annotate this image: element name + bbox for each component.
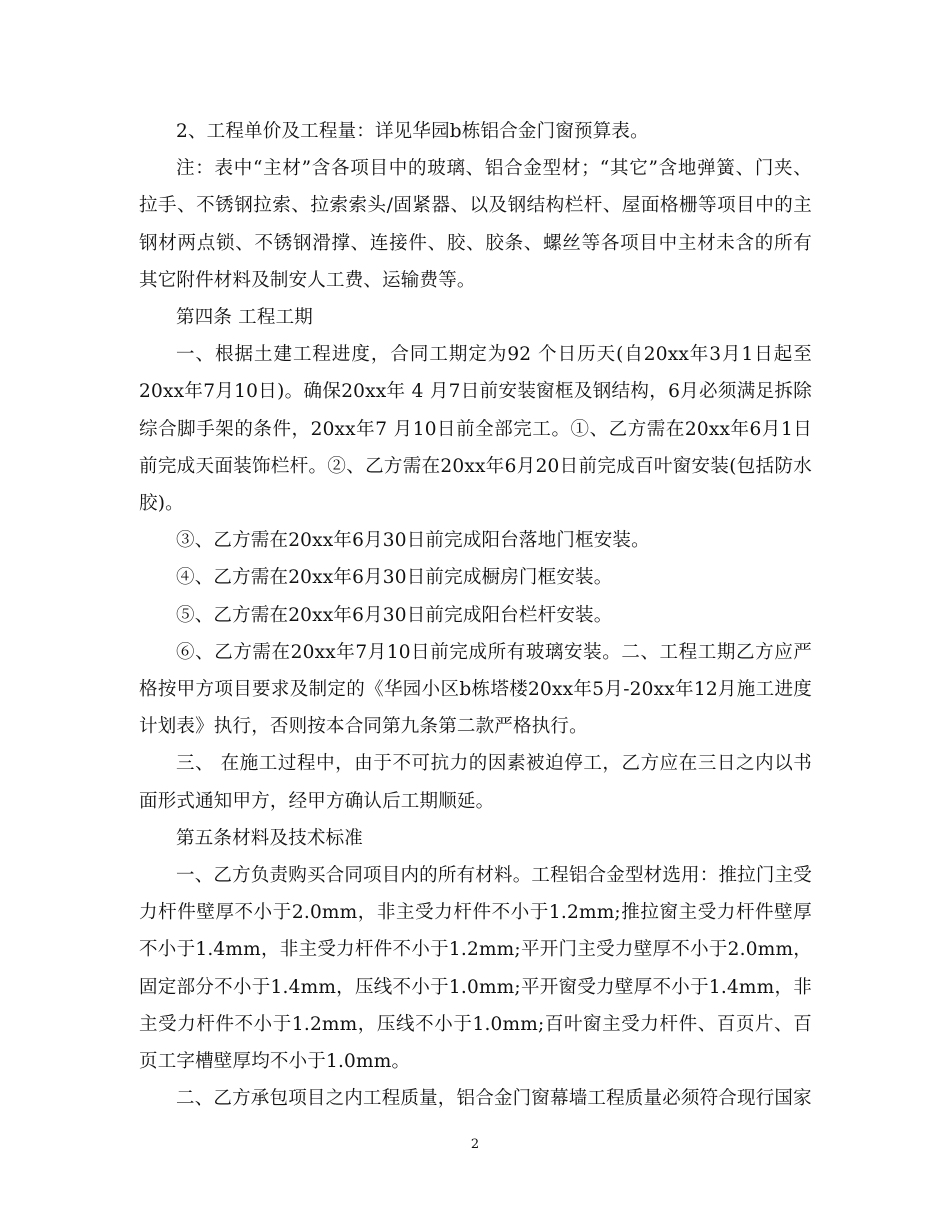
paragraph-schedule: 一、根据土建工程进度，合同工期定为92 个日历天(自20xx年3月1日起至20xx年7月10日)。确保20xx年 4 月7日前安装窗框及钢结构，6月必须满足拆除综合脚手架的条件，20xx年7 月10日前全部完工。①、乙方需在20xx年6月1日前完成天面装饰栏杆。②、乙方需在20xx年6月20日前完成百叶窗安装(包括防水胶)。 [139, 344, 812, 515]
section-heading-article-5: 第五条材料及技术标准 [176, 827, 364, 849]
paragraph-balcony-railing: ⑤、乙方需在20xx年6月30日前完成阳台栏杆安装。 [176, 604, 613, 626]
paragraph-note: 注：表中“主材”含各项目中的玻璃、铝合金型材；“其它”含地弹簧、门夹、拉手、不锈钢拉索、拉索索头/固紧器、以及钢结构栏杆、屋面格栅等项目中的主钢材两点锁、不锈钢滑撑、连接件、胶、胶条、螺丝等各项目中主材未含的所有其它附件材料及制安人工费、运输费等。 [139, 158, 812, 291]
paragraph-force-majeure: 三、 在施工过程中，由于不可抗力的因素被迫停工，乙方应在三日之内以书面形式通知甲方，经甲方确认后工期顺延。 [139, 753, 812, 812]
paragraph-materials: 一、乙方负责购买合同项目内的所有材料。工程铝合金型材选用：推拉门主受力杆件壁厚不小于2.0mm，非主受力杆件不小于1.2mm;推拉窗主受力杆件壁厚不小于1.4mm，非主受力杆件不小于1.2mm;平开门主受力壁厚不小于2.0mm，固定部分不小于1.4mm，压线不小于1.0mm;平开窗受力壁厚不小于1.4mm，非主受力杆件不小于1.2mm，压线不小于1.0mm;百叶窗主受力杆件、百页片、百页工字槽壁厚均不小于1.0mm。 [139, 865, 812, 1073]
section-heading-article-4: 第四条 工程工期 [176, 307, 313, 329]
paragraph-quality: 二、乙方承包项目之内工程质量，铝合金门窗幕墙工程质量必须符合现行国家 [176, 1088, 812, 1110]
page-body [139, 113, 812, 1117]
page-number: 2 [470, 1137, 480, 1152]
paragraph-kitchen-door-frame: ④、乙方需在20xx年6月30日前完成橱房门框安装。 [176, 567, 613, 589]
paragraph-unit-price: 2、工程单价及工程量：详见华园b栋铝合金门窗预算表。 [176, 121, 649, 142]
paragraph-balcony-door-frame: ③、乙方需在20xx年6月30日前完成阳台落地门框安装。 [176, 530, 650, 552]
paragraph-glass-installation: ⑥、乙方需在20xx年7月10日前完成所有玻璃安装。二、工程工期乙方应严格按甲方项目要求及制定的《华园小区b栋塔楼20xx年5月-20xx年12月施工进度计划表》执行，否则按本合同第九条第二款严格执行。 [139, 641, 812, 738]
